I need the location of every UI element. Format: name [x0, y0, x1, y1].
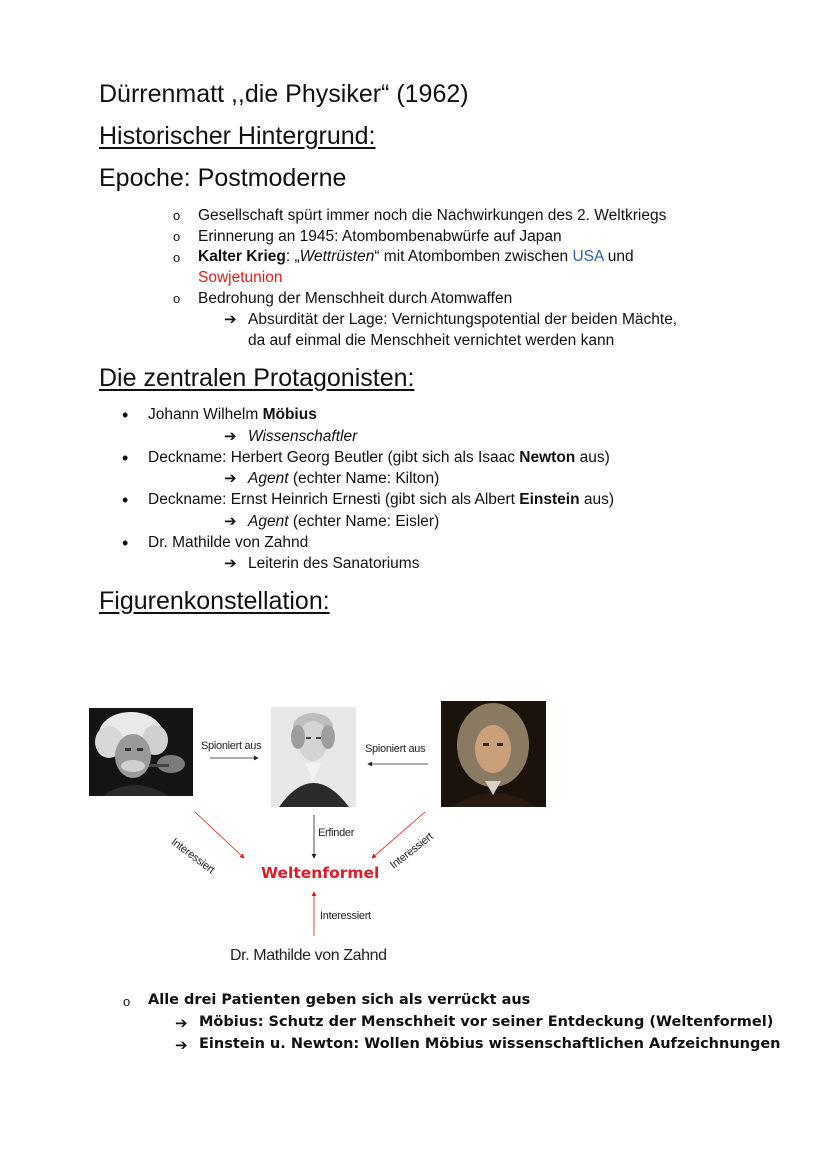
protagonist-3-prefix: Deckname: Ernst Heinrich Ernesti (gibt sich als Albert [148, 491, 520, 508]
sowjetunion-term: Sowjetunion [198, 269, 283, 286]
usa-term: USA [572, 248, 604, 265]
arrow-icon: ➔ [175, 1015, 188, 1032]
list-bullet: • [122, 405, 129, 425]
interessiert-bottom-label: Interessiert [320, 910, 371, 922]
page-title: Dürrenmatt ,,die Physiker“ (1962) [99, 80, 469, 108]
context-item-3-und: und [603, 248, 634, 265]
summary-item: Alle drei Patienten geben sich als verrückt aus [148, 992, 531, 1008]
einstein-role-italic: Agent [248, 513, 289, 530]
list-bullet: o [173, 250, 181, 265]
arrow-icon: ➔ [224, 470, 237, 487]
wettruesten-term: Wettrüsten [299, 248, 375, 265]
arrow-icon: ➔ [224, 311, 237, 328]
summary-arrow-1: Möbius: Schutz der Menschheit vor seiner Entdeckung (Weltenformel) [199, 1014, 774, 1030]
spioniert-left-label: Spioniert aus [201, 740, 262, 752]
spioniert-right-label: Spioniert aus [365, 743, 426, 755]
newton-role-italic: Agent [248, 470, 289, 487]
list-bullet: o [123, 994, 131, 1009]
erfinder-label: Erfinder [318, 827, 355, 839]
protagonist-2-prefix: Deckname: Herbert Georg Beutler (gibt sich als Isaac [148, 449, 520, 466]
zahnd-label: Dr. Mathilde von Zahnd [230, 947, 387, 964]
context-item-3-mid: : „ [285, 248, 300, 265]
context-item-2: Erinnerung an 1945: Atombombenabwürfe auf Japan [198, 228, 562, 245]
list-bullet: • [122, 490, 129, 510]
interessiert-left-arrow [195, 812, 244, 858]
list-bullet: o [173, 208, 181, 223]
einstein-name: Einstein [519, 491, 580, 508]
list-bullet: o [173, 229, 181, 244]
list-bullet: • [122, 448, 129, 468]
newton-role-rest: (echter Name: Kilton) [288, 470, 440, 487]
protagonist-3-suffix: aus) [579, 491, 615, 508]
epoche-heading: Epoche: Postmoderne [99, 164, 347, 192]
context-arrow-1b: da auf einmal die Menschheit vernichtet werden kann [248, 332, 615, 349]
moebius-role-text: Wissenschaftler [248, 428, 358, 445]
protagonist-1-prefix: Johann Wilhelm [148, 406, 263, 423]
list-bullet: o [173, 291, 181, 306]
protagonist-zahnd: Dr. Mathilde von Zahnd [148, 534, 309, 551]
moebius-name: Möbius [262, 406, 317, 423]
arrow-icon: ➔ [175, 1037, 188, 1054]
context-arrow-1: Absurdität der Lage: Vernichtungspotential der beiden Mächte, [248, 311, 678, 328]
hintergrund-heading: Historischer Hintergrund: [99, 122, 376, 150]
context-item-4: Bedrohung der Menschheit durch Atomwaffen [198, 290, 513, 307]
arrow-icon: ➔ [224, 555, 237, 572]
arrow-icon: ➔ [224, 428, 237, 445]
einstein-role-rest: (echter Name: Eisler) [288, 513, 440, 530]
context-item-3-rest: “ mit Atombomben zwischen [374, 248, 573, 265]
interessiert-right-label: Interessiert [388, 830, 436, 872]
context-item-1: Gesellschaft spürt immer noch die Nachwirkungen des 2. Weltkriegs [198, 207, 667, 224]
interessiert-left-label: Interessiert [168, 836, 217, 877]
figuren-heading: Figurenkonstellation: [99, 587, 330, 615]
zahnd-role: Leiterin des Sanatoriums [248, 555, 420, 572]
summary-arrow-2: Einstein u. Newton: Wollen Möbius wissenschaftlichen Aufzeichnungen [199, 1036, 781, 1052]
arrow-icon: ➔ [224, 513, 237, 530]
protagonisten-heading: Die zentralen Protagonisten: [99, 364, 415, 392]
kalter-krieg-term: Kalter Krieg [198, 248, 286, 265]
list-bullet: • [122, 533, 129, 553]
newton-name: Newton [519, 449, 576, 466]
protagonist-2-suffix: aus) [575, 449, 610, 466]
weltenformel-label: Weltenformel [261, 864, 380, 882]
